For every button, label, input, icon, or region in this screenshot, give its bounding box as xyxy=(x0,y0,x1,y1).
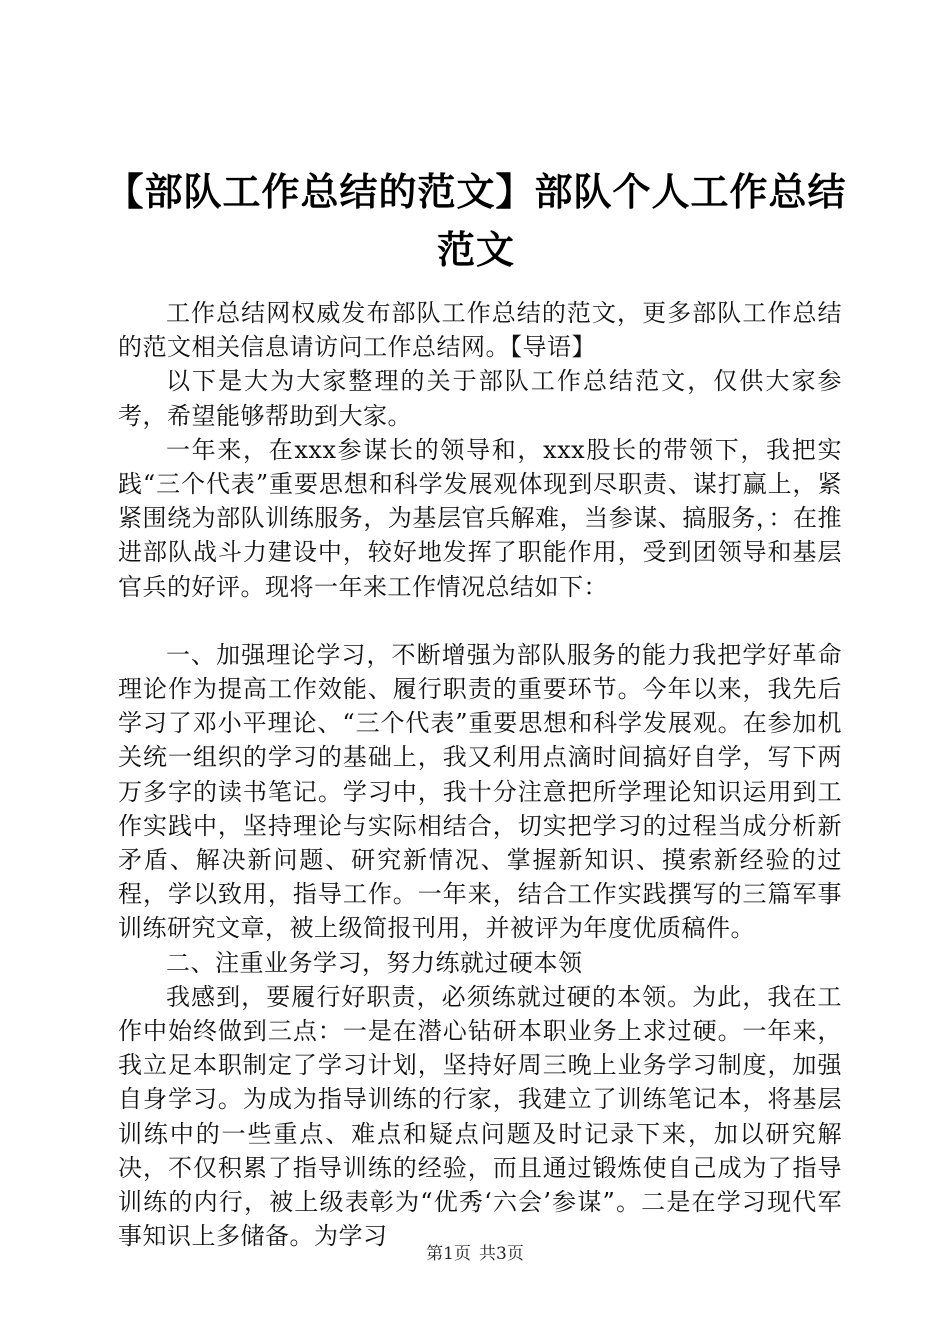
paragraph-section-one: 一、加强理论学习，不断增强为部队服务的能力我把学好革命理论作为提高工作效能、履行职责的重要环节。今年以来，我先后学习了邓小平理论、“三个代表”重要思想和科学发展观。在参加机关统一组织的学习的基础上，我又利用点滴时间搞好自学，写下两万多字的读书笔记。学习中，我十分注意把所学理论知识运用到工作实践中，坚持理论与实际相结合，切实把学习的过程当成分析新矛盾、解决新问题、研究新情况、掌握新知识、摸索新经验的过程，学以致用，指导工作。一年来，结合工作实践撰写的三篇军事训练研究文章，被上级简报刊用，并被评为年度优质稿件。 xyxy=(118,640,842,943)
page-footer xyxy=(0,1242,950,1266)
page-number-total: 共3页 xyxy=(479,1244,524,1264)
paragraph-intro: 工作总结网权威发布部队工作总结的范文，更多部队工作总结的范文相关信息请访问工作总结网。【导语】 xyxy=(118,299,842,362)
document-body xyxy=(118,296,842,1253)
page-number-current: 第1页 xyxy=(426,1244,471,1264)
section-two-heading: 二、注重业务学习，努力练就过硬本领 xyxy=(166,948,583,977)
paragraph-lead: 以下是大为大家整理的关于部队工作总结范文，仅供大家参考，希望能够帮助到大家。 xyxy=(118,367,842,430)
document-title: 【部队工作总结的范文】部队个人工作总结范文 xyxy=(105,170,847,272)
paragraph-overview: 一年来，在xxx参谋长的领导和，xxx股长的带领下，我把实践“三个代表”重要思想和科学发展观体现到尽职责、谋打赢上，紧紧围绕为部队训练服务，为基层官兵解难，当参谋、搞服务，：在推进部队战斗力建设中，较好地发挥了职能作用，受到团领导和基层官兵的好评。现将一年来工作情况总结如下： xyxy=(118,435,842,601)
paragraph-section-two: 我感到，要履行好职责，必须练就过硬的本领。为此，我在工作中始终做到三点：一是在潜心钻研本职业务上求过硬。一年来，我立足本职制定了学习计划，坚持好周三晚上业务学习制度，加强自身学习。为成为指导训练的行家，我建立了训练笔记本，将基层训练中的一些重点、难点和疑点问题及时记录下来，加以研究解决，不仅积累了指导训练的经验，而且通过锻炼使自己成为了指导训练的内行，被上级表彰为“优秀‘六会’参谋”。二是在学习现代军事知识上多储备。为学习 xyxy=(118,982,842,1251)
